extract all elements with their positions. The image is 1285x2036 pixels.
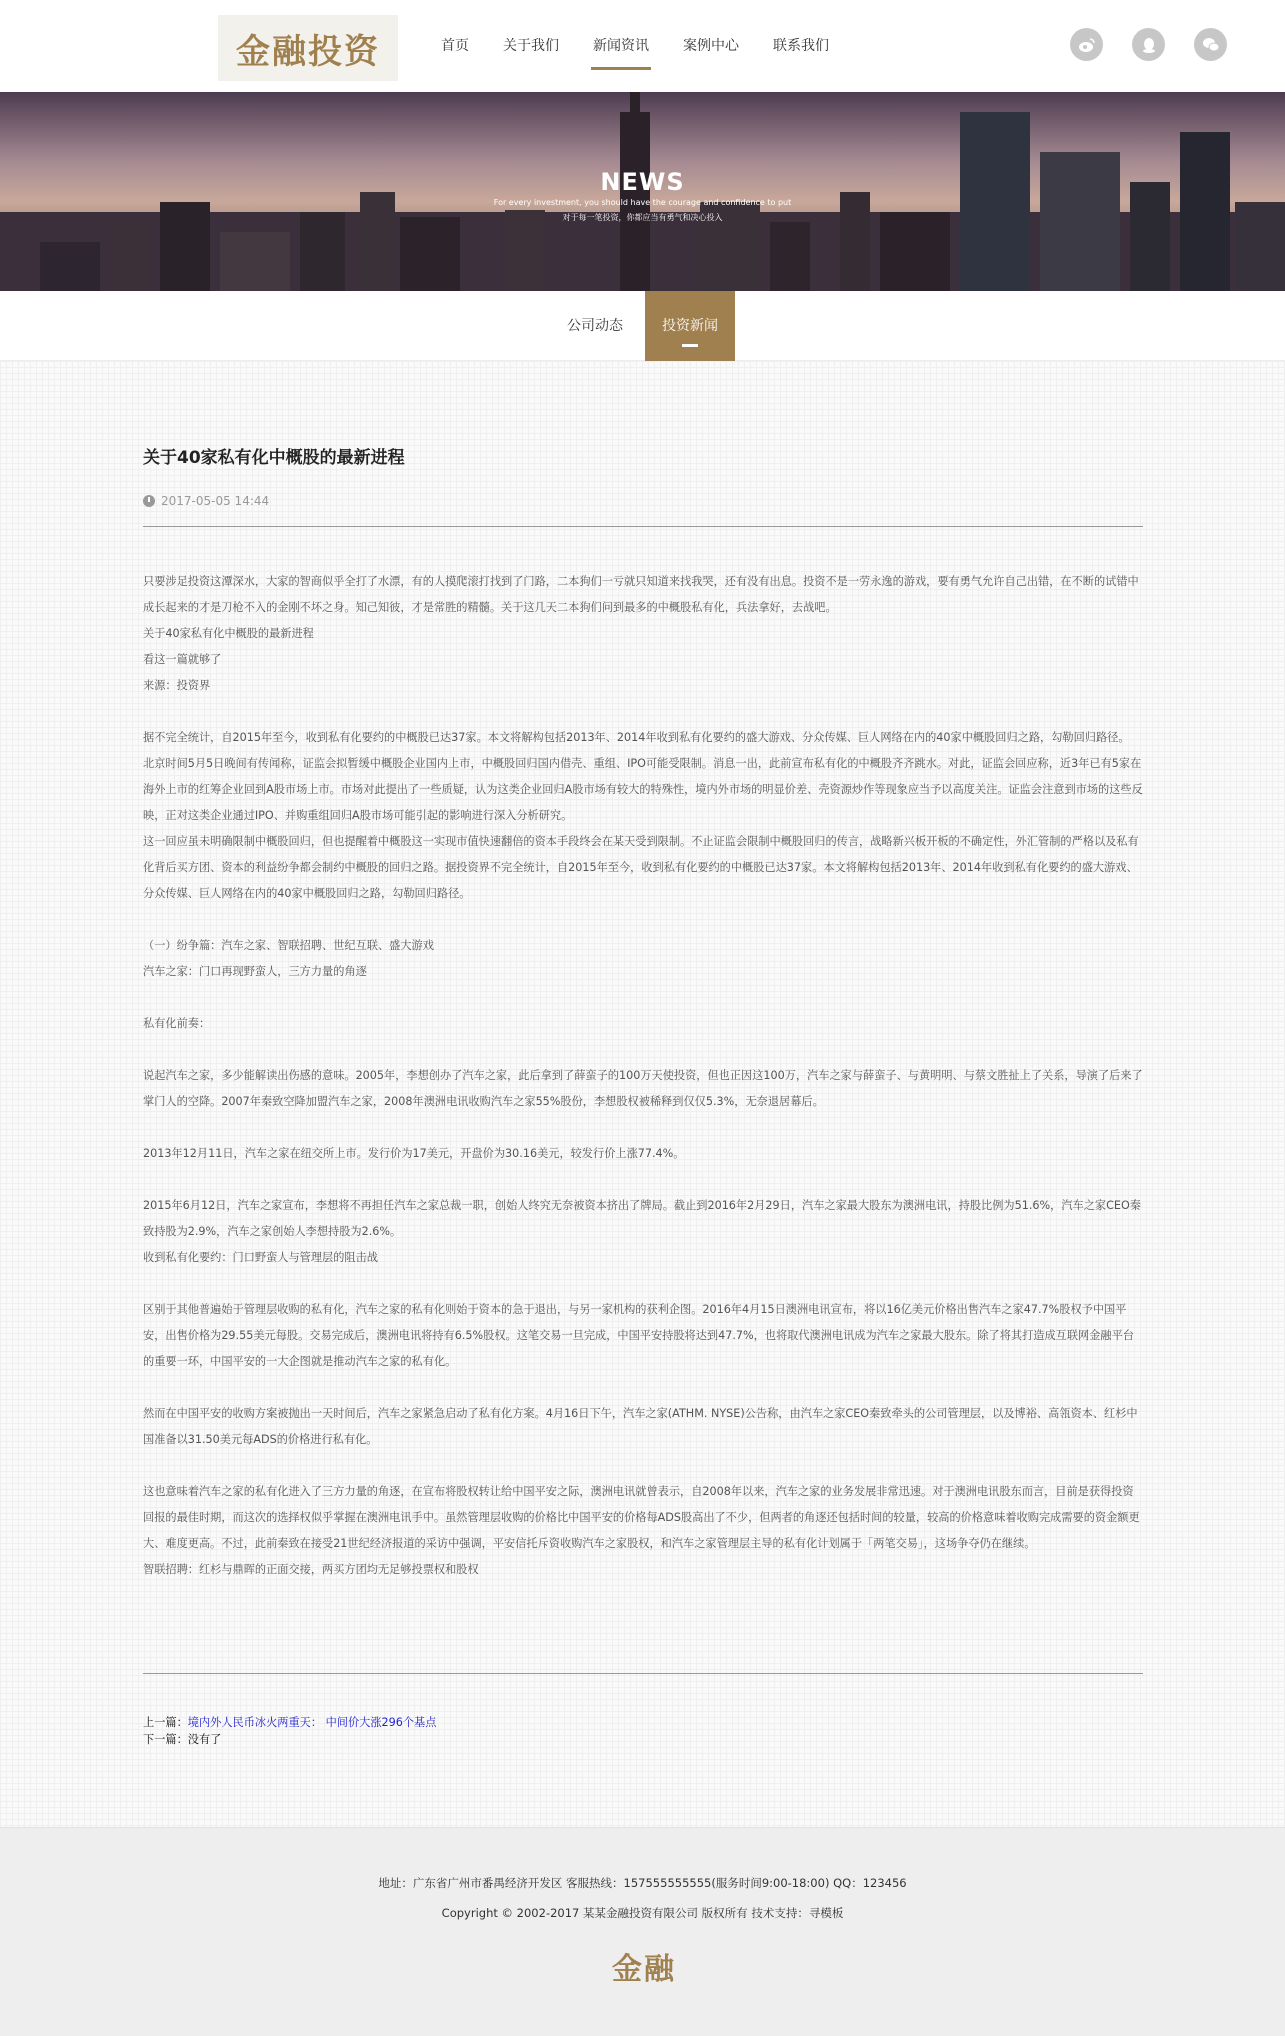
banner-title: NEWS [600,168,685,196]
article-paragraph: 2013年12月11日，汽车之家在纽交所上市。发行价为17美元，开盘价为30.16美元，较发行价上涨77.4%。 [143,1147,685,1160]
paragraph-spacer [143,1037,1143,1063]
article-paragraph: 说起汽车之家，多少能解读出伤感的意味。2005年，李想创办了汽车之家，此后拿到了薛蛮子的100万天使投资，但也正因这100万，汽车之家与薛蛮子、与黄明明、与蔡文胜扯上了关系，导演了后来了掌门人的空降。2007年秦致空降加盟汽车之家，2008年澳洲电讯收购汽车之家55%股份，李想股权被稀释到仅仅5.3%，无奈退居幕后。 [143,1069,1143,1108]
article-paragraph: 区别于其他普遍始于管理层收购的私有化，汽车之家的私有化则始于资本的急于退出，与另一家机构的获利企图。2016年4月15日澳洲电讯宣布，将以16亿美元价格出售汽车之家47.7%股权予中国平安，出售价格为29.55美元每股。交易完成后，澳洲电讯将持有6.5%股权。这笔交易一旦完成，中国平安持股将达到47.7%，也将取代澳洲电讯成为汽车之家最大股东。除了将其打造成互联网金融平台的重要一环，中国平安的一大企图就是推动汽车之家的私有化。 [143,1303,1134,1368]
article-pagination [143,1714,436,1748]
tab-investment-news[interactable]: 投资新闻 [645,291,735,361]
logo-text: 金融投资 [236,31,380,72]
article-body [143,569,1143,1583]
site-header [0,0,1285,92]
article-paragraph: 私有化前奏： [143,1017,211,1030]
article-paragraph: 然而在中国平安的收购方案被抛出一天时间后，汽车之家紧急启动了私有化方案。4月16日下午，汽车之家(ATHM. NYSE)公告称，由汽车之家CEO秦致牵头的公司管理层，以及博裕、高瓴资本、红杉中国准备以31.50美元每ADS的价格进行私有化。 [143,1407,1138,1446]
footer-logo[interactable] [584,1939,704,1993]
nav-item-about[interactable]: 关于我们 [503,38,559,54]
tab-company-news[interactable]: 公司动态 [567,318,623,334]
category-tabs [0,291,1285,361]
article-paragraph: 智联招聘：红杉与鼎晖的正面交接，两买方团均无足够投票权和股权 [143,1563,479,1576]
footer-copyright: Copyright © 2002-2017 某某金融投资有限公司 版权所有 技术支持：寻模板 [441,1906,844,1920]
site-footer [0,1827,1285,2036]
nav-item-home[interactable]: 首页 [441,38,469,54]
qq-icon[interactable] [1132,28,1165,61]
article-date-text: 2017-05-05 14:44 [161,494,270,508]
banner-subtitle-cn: 对于每一笔投资，你都应当有勇气和决心投入 [562,213,723,222]
next-label: 下一篇： [143,1733,188,1746]
paragraph-spacer [143,907,1143,933]
divider [143,526,1143,527]
paragraph-spacer [143,1375,1143,1401]
article-paragraph: 2015年6月12日，汽车之家宣布，李想将不再担任汽车之家总裁一职，创始人终究无奈被资本挤出了牌局。截止到2016年2月29日，汽车之家最大股东为澳洲电讯，持股比例为51.6%，汽车之家CEO秦致持股为2.9%，汽车之家创始人李想持股为2.6%。 [143,1199,1141,1238]
article-paragraph: 这也意味着汽车之家的私有化进入了三方力量的角逐，在宣布将股权转让给中国平安之际，澳洲电讯就曾表示，自2008年以来，汽车之家的业务发展非常迅速。对于澳洲电讯股东而言，目前是获得投资回报的最佳时期，而这次的选择权似乎掌握在澳洲电讯手中。虽然管理层收购的价格比中国平安的价格每ADS股高出了不少，但两者的角逐还包括时间的较量，较高的价格意味着收购完成需要的资金额更大、难度更高。不过，此前秦致在接受21世纪经济报道的采访中强调，平安信托斥资收购汽车之家股权，和汽车之家管理层主导的私有化计划属于「两笔交易」，这场争夺仍在继续。 [143,1485,1140,1550]
news-banner [0,92,1285,291]
article-paragraph: （一）纷争篇：汽车之家、智联招聘、世纪互联、盛大游戏 [143,939,434,952]
next-article [143,1731,436,1748]
article-paragraph: 关于40家私有化中概股的最新进程 [143,627,314,640]
next-article-text: 没有了 [187,1733,222,1746]
article-paragraph: 这一回应虽未明确限制中概股回归，但也提醒着中概股这一实现市值快速翻倍的资本手段终会在某天受到限制。不止证监会限制中概股回归的传言，战略新兴板开板的不确定性，外汇管制的严格以及私有化背后买方团、资本的利益纷争都会制约中概股的回归之路。据投资界不完全统计，自2015年至今，收到私有化要约的中概股已达37家。本文将解构包括2013年、2014年收到私有化要约的盛大游戏、分众传媒、巨人网络在内的40家中概股回归之路，勾勒回归路径。 [143,835,1139,900]
article-paragraph: 北京时间5月5日晚间有传闻称，证监会拟暂缓中概股企业国内上市，中概股回归国内借壳、重组、IPO可能受限制。消息一出，此前宣布私有化的中概股齐齐跳水。对此，证监会回应称，近3年已有5家在海外上市的红筹企业回到A股市场上市。市场对此提出了一些质疑，认为这类企业回归A股市场有较大的特殊性，境内外市场的明显价差、壳资源炒作等现象应当予以高度关注。证监会注意到市场的这些反映，正对这类企业通过IPO、并购重组回归A股市场可能引起的影响进行深入分析研究。 [143,757,1143,822]
article-paragraph: 来源：投资界 [143,679,211,692]
banner-subtitle-en: For every investment, you should have the courage and confidence to put [493,198,792,207]
paragraph-spacer [143,1167,1143,1193]
prev-article [143,1714,436,1731]
footer-address: 地址：广东省广州市番禺经济开发区 客服热线：157555555555(服务时间9:00-18:00) QQ：123456 [378,1876,907,1890]
site-logo[interactable] [218,15,398,81]
article-paragraph: 收到私有化要约：门口野蛮人与管理层的阻击战 [143,1251,378,1264]
clock-icon [143,495,155,507]
divider [143,1673,1143,1674]
paragraph-spacer [143,699,1143,725]
paragraph-spacer [143,1115,1143,1141]
nav-item-contact[interactable]: 联系我们 [773,38,829,54]
prev-article-link[interactable]: 境内外人民币冰火两重天： 中间价大涨296个基点 [187,1716,437,1729]
paragraph-spacer [143,1453,1143,1479]
prev-label: 上一篇： [143,1716,188,1729]
paragraph-spacer [143,1271,1143,1297]
article-paragraph: 看这一篇就够了 [143,653,222,666]
paragraph-spacer [143,985,1143,1011]
article-title: 关于40家私有化中概股的最新进程 [143,448,405,468]
article-paragraph: 汽车之家：门口再现野蛮人，三方力量的角逐 [143,965,367,978]
footer-logo-text: 金融 [612,1952,676,1987]
article-date [143,494,269,508]
nav-item-cases[interactable]: 案例中心 [683,38,739,54]
article-paragraph: 据不完全统计，自2015年至今，收到私有化要约的中概股已达37家。本文将解构包括2013年、2014年收到私有化要约的盛大游戏、分众传媒、巨人网络在内的40家中概股回归之路，勾勒回归路径。 [143,731,1130,744]
article-paragraph: 只要涉足投资这潭深水，大家的智商似乎全打了水漂，有的人摸爬滚打找到了门路，二本狗们一亏就只知道来找我哭，还有没有出息。投资不是一劳永逸的游戏，要有勇气允许自己出错，在不断的试错中成长起来的才是刀枪不入的金刚不坏之身。知己知彼，才是常胜的精髓。关于这几天二本狗们问到最多的中概股私有化，兵法拿好，去战吧。 [143,575,1139,614]
nav-item-news[interactable]: 新闻资讯 [577,0,665,92]
weibo-icon[interactable] [1070,28,1103,61]
wechat-icon[interactable] [1194,28,1227,61]
main-nav [425,0,847,92]
